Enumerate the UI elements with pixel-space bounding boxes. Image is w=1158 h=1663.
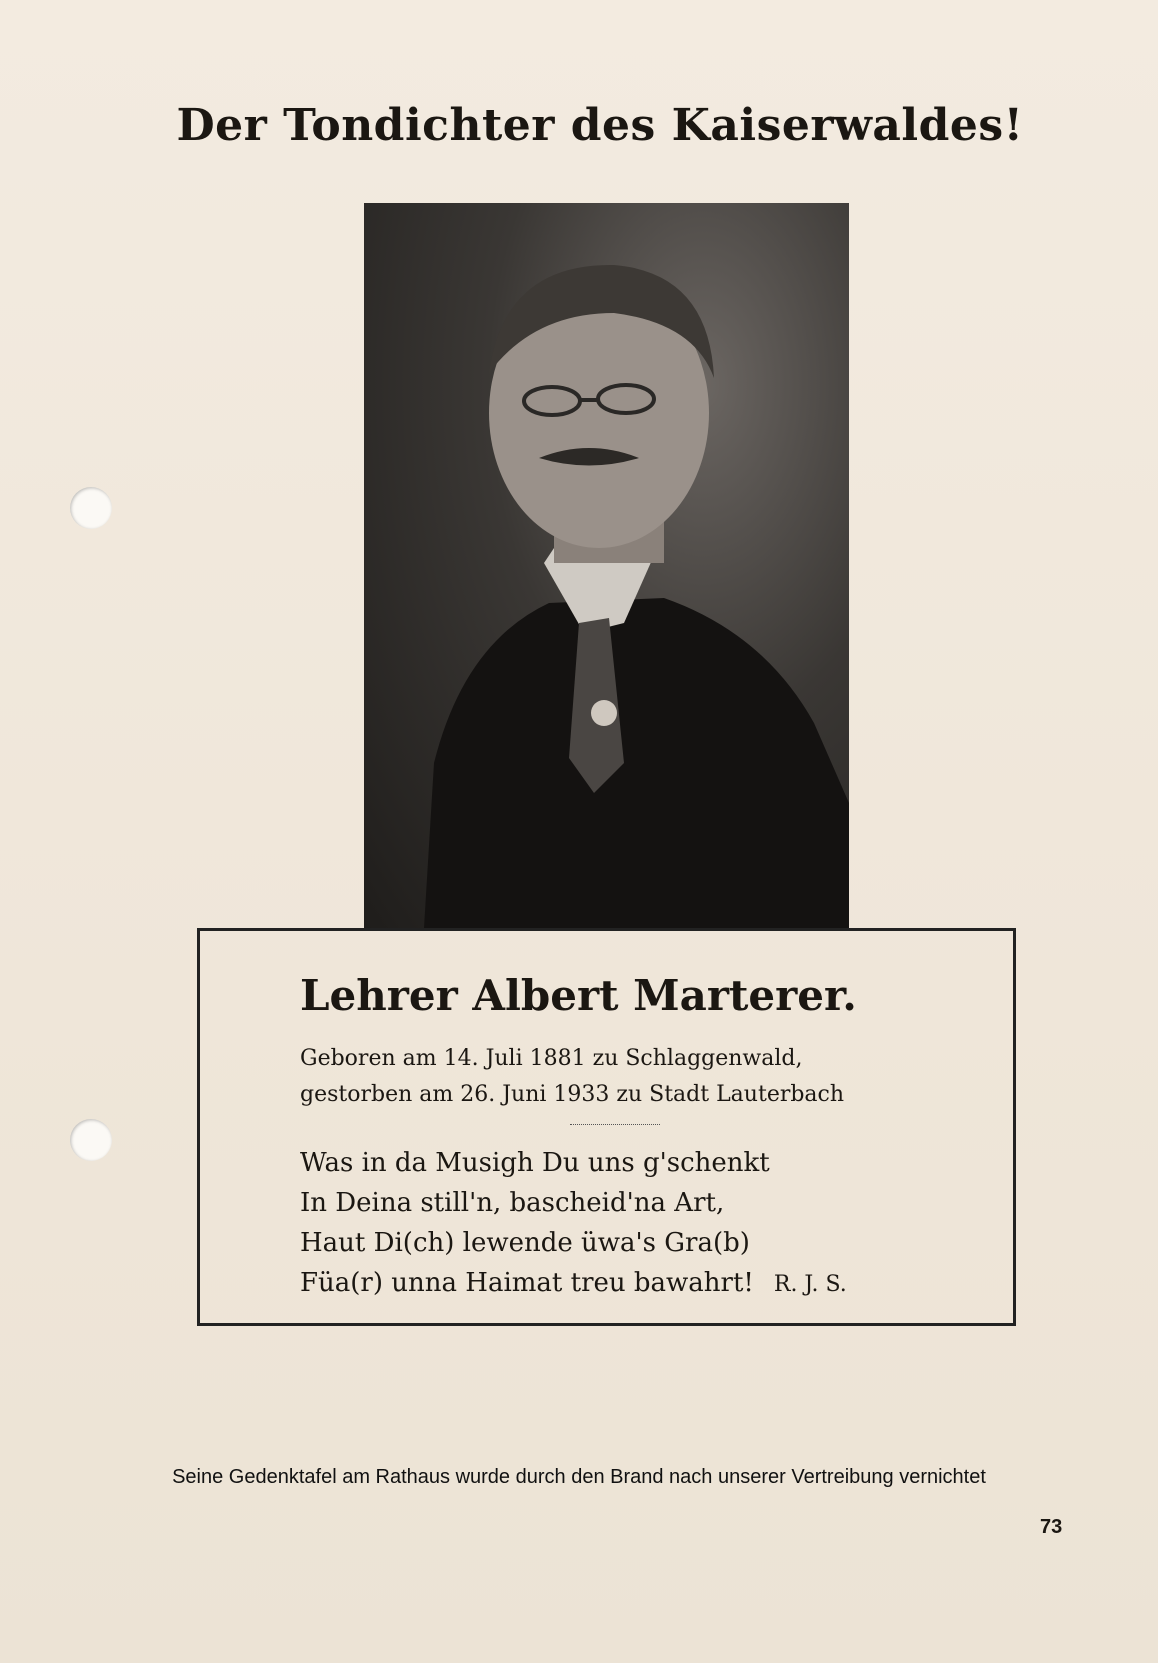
page-title: Der Tondichter des Kaiserwaldes! — [176, 100, 1024, 151]
birth-line: Geboren am 14. Juli 1881 zu Schlaggenwald, — [300, 1046, 803, 1071]
poem — [300, 1143, 847, 1305]
memorial-box — [197, 928, 1016, 1326]
death-line: gestorben am 26. Juni 1933 zu Stadt Lauterbach — [300, 1082, 845, 1107]
person-name: Lehrer Albert Marterer. — [300, 971, 857, 1020]
poem-line: Füa(r) unna Haimat treu bawahrt! — [300, 1268, 754, 1298]
portrait-illustration — [364, 203, 849, 928]
page-number: 73 — [1040, 1516, 1063, 1538]
page-caption: Seine Gedenktafel am Rathaus wurde durch den Brand nach unserer Vertreibung vernichtet — [172, 1466, 986, 1488]
punch-hole — [70, 487, 112, 529]
poem-line: In Deina still'n, bascheid'na Art, — [300, 1188, 725, 1218]
life-dates — [300, 1041, 844, 1113]
poem-line-last — [300, 1263, 847, 1305]
poem-line: Was in da Musigh Du uns g'schenkt — [300, 1148, 770, 1178]
poem-line: Haut Di(ch) lewende üwa's Gra(b) — [300, 1228, 750, 1258]
poem-signature: R. J. S. — [773, 1272, 847, 1297]
separator — [570, 1124, 660, 1125]
punch-hole — [70, 1119, 112, 1161]
portrait-photo — [364, 203, 849, 928]
